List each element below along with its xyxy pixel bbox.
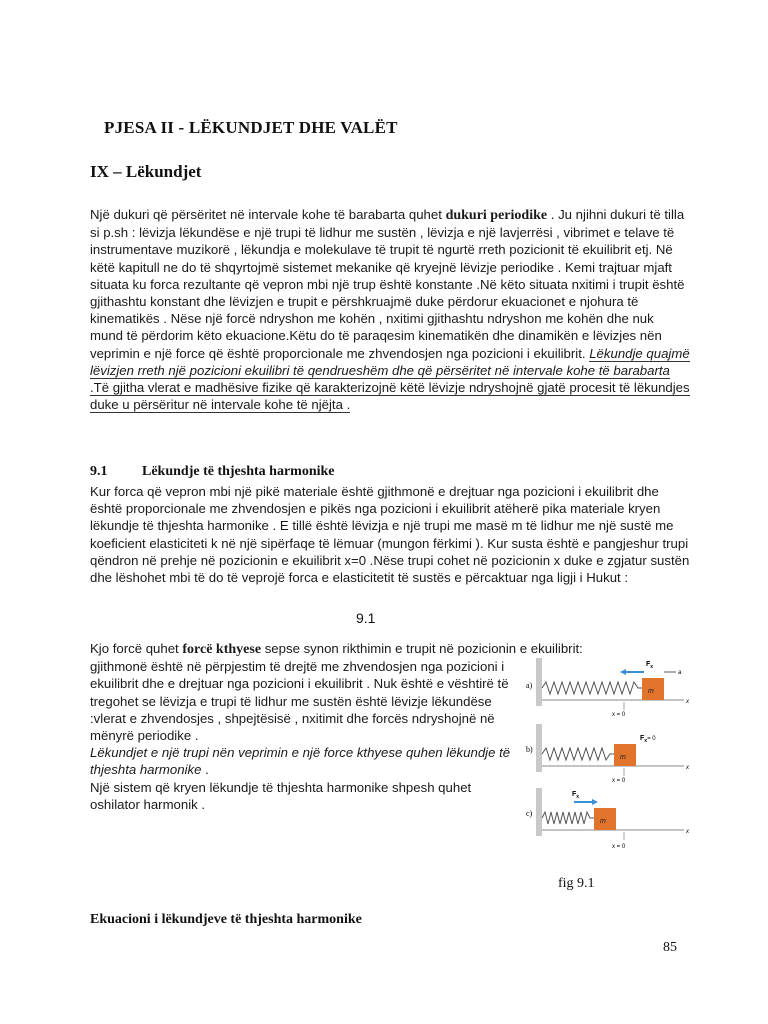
force-label-b: $F_x= 0$ [640, 735, 656, 744]
force-label-a: $F_x$ [646, 661, 654, 670]
equation-label: 9.1 [356, 610, 376, 626]
p3-first-rest: sepse synon rikthimin e trupit në pozicionin e ekuilibrit: [261, 641, 583, 656]
intro-text-1: Një dukuri që përsëritet në intervale kohe të barabarta quhet [90, 207, 446, 222]
wall-b [536, 724, 542, 772]
definition-rest: .Të gjitha vlerat e madhësive fizike që karakterizojnë këtë lëvizje ndryshojnë gjatë procesit të lëkundjes duke u përsëritur në intervale kohe të njëjta . [90, 380, 690, 413]
spring-mass-figure [524, 652, 694, 852]
p3-italic-definition: Lëkundjet e një trupi nën veprimin e një force kthyese quhen lëkundje të thjeshta harmonike [90, 745, 511, 778]
panel-c [526, 788, 690, 850]
p3-first-text: Kjo forcë quhet [90, 641, 183, 656]
section-paragraph: Kur forca që vepron mbi një pikë materiale është gjithmonë e drejtuar nga pozicioni i ekuilibrit dhe është proporcionale me zhvendosjen e pikës nga pozicioni i ekuilibrit atëherë pika materiale kryen lëkundje të thjeshta harmonike . E tillë është lëvizja e një trupi me masë m të lidhur me një sustë me koeficient elasticiteti k në një sipërfaqe të lëmuar (mungon fërkimi ). Kur susta është e pangjeshur trupi qëndron në prehje në pozicionin e ekuilibrit x=0 .Nëse trupi cohet në pozicionin x duke e zgjatur sustën dhe lëshohet mbi të do të veprojë forca e elasticitetit të sustës e përcaktuar nga ligji i Hukut : [90, 484, 690, 586]
chapter-title: IX – Lëkundjet [90, 162, 202, 181]
spring-a [542, 682, 642, 694]
part-title: PJESA II - LËKUNDJET DHE VALËT [104, 118, 398, 137]
p3-last: Një sistem që kryen lëkundje të thjeshta harmonike shpesh quhet oshilator harmonik . [90, 779, 472, 812]
panel-c-label: c) [526, 809, 533, 818]
wall-a [536, 658, 542, 706]
x0-label-b: x = 0 [612, 778, 626, 784]
intro-text-2: . Ju njihni dukuri të tilla si p.sh : lëvizja lëkundëse e një trupi të lidhur me sustën , lëvizja e një lavjerrësi , vibrimet e telave të instrumentave muzikorë , lëkundja e molekulave të trupit të ngurtë rreth pozicionit të ekuilibrit etj. Në këtë kapitull ne do të shqyrtojmë sistemet mekanike që kryejnë lëvizje periodike . Kemi trajtuar mjaft situata ku forca rezultante që vepron mbi një trup është konstante .Në këto situata nxitimi i trupit është gjithashtu konstant dhe lëvizjen e trupit e përshkruajmë duke përdorur ekuacionet e njohura të kinematikës . Nëse një forcë ndryshon me kohën , nxitimi gjithashtu ndryshon me kohën dhe nuk mund të përdorim këto ekuacione.Këtu do të paraqesim kinematikën dhe dinamikën e lëvizjes nën veprimin e një force që është proporcionale me zhvendosjen nga pozicioni i ekuilibrit. [90, 207, 685, 361]
panel-a-label: a) [526, 681, 533, 690]
p3-body: gjithmonë është në përpjestim të drejtë me zhvendosjen nga pozicioni i ekuilibrit dhe e drejtuar nga pozicioni i ekuilibrit . Nuk është e vështirë të tregohet se lëvizja e trupi të lidhur me sustën është lëvizje lëkundëse :vlerat e zhvendosjes , shpejtësisë , nxitimit dhe forcës ndryshojnë në mënyrë periodike . [90, 659, 509, 744]
p3-italic-end: . [201, 762, 209, 778]
spring-c [542, 812, 594, 824]
x-axis-c: x [686, 829, 689, 835]
x0-label-a: x = 0 [612, 712, 626, 718]
p3-bold-term: forcë kthyese [182, 642, 262, 657]
force-arrowhead-c [592, 799, 598, 805]
mass-label-c: m [600, 818, 606, 825]
accel-label-a: a [678, 670, 682, 676]
section-number: 9.1 [90, 464, 108, 479]
mass-label-a: m [648, 688, 654, 695]
figure-caption: fig 9.1 [558, 876, 595, 891]
intro-bold-term: dukuri periodike [445, 208, 548, 223]
x-axis-a: x [686, 699, 689, 705]
x-axis-b: x [686, 765, 689, 771]
x0-label-c: x = 0 [612, 844, 626, 850]
wall-c [536, 788, 542, 836]
panel-a [526, 658, 690, 718]
page-number: 85 [663, 940, 677, 955]
section-heading [90, 464, 335, 480]
spring-b [542, 748, 614, 760]
panel-b-label: b) [526, 745, 533, 754]
force-arrowhead-a [620, 669, 626, 675]
intro-paragraph [90, 206, 690, 413]
definition-italic: Lëkundje quajmë lëvizjen rreth një pozicioni ekuilibri të qendrueshëm dhe që përsëritet në intervale kohe të barabarta [90, 345, 690, 378]
mass-label-b: m [620, 754, 626, 761]
force-label-c: $F_x$ [572, 791, 580, 800]
subsection-heading: Ekuacioni i lëkundjeve të thjeshta harmonike [90, 912, 362, 927]
panel-b [526, 724, 690, 784]
section-title: Lëkundje të thjeshta harmonike [142, 464, 335, 479]
